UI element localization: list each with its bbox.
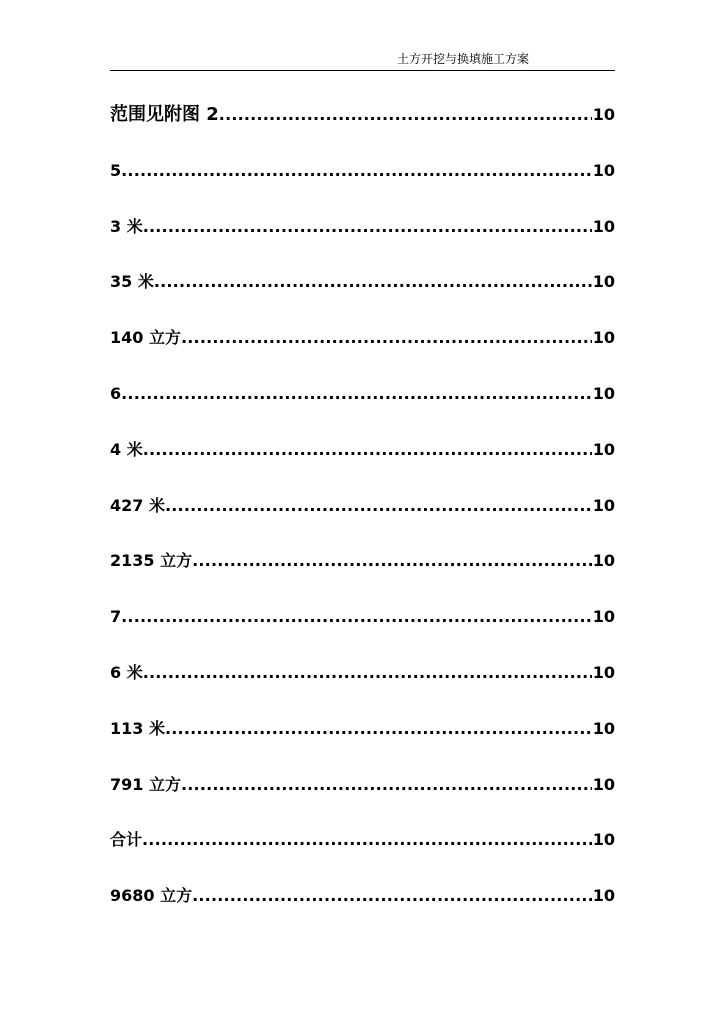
toc-entry-label: 范围见附图 2 (110, 104, 219, 125)
toc-entry[interactable] (110, 439, 615, 460)
toc-entry[interactable] (110, 774, 615, 795)
toc-entry-page-number: 10 (592, 383, 615, 403)
toc-entry-page-number: 10 (592, 551, 615, 571)
toc-entry-label: 6 (110, 383, 122, 403)
toc-dot-leader (143, 440, 592, 460)
toc-entry[interactable] (110, 160, 615, 181)
toc-entry-page-number: 10 (592, 272, 615, 292)
toc-dot-leader (143, 217, 592, 237)
toc-entry-page-number: 10 (592, 495, 615, 515)
toc-entry-label: 791 立方 (110, 774, 181, 794)
toc-entry[interactable] (110, 271, 615, 292)
toc-entry-page-number: 10 (592, 718, 615, 738)
toc-dot-leader (142, 830, 592, 850)
toc-entry[interactable] (110, 662, 615, 683)
toc-entry-page-number: 10 (592, 774, 615, 794)
toc-entry-label: 9680 立方 (110, 886, 193, 906)
toc-entry-page-number: 10 (592, 886, 615, 906)
toc-entry[interactable] (110, 104, 615, 125)
toc-dot-leader (192, 886, 592, 906)
toc-dot-leader (154, 272, 592, 292)
toc-dot-leader (121, 607, 592, 627)
toc-entry-page-number: 10 (592, 216, 615, 236)
toc-dot-leader (121, 384, 592, 404)
toc-entry-label: 140 立方 (110, 328, 181, 348)
toc-dot-leader (165, 719, 592, 739)
toc-entry[interactable] (110, 718, 615, 739)
page-header-title: 土方开挖与换填施工方案 (396, 52, 529, 66)
toc-dot-leader (219, 105, 592, 125)
toc-entry-page-number: 10 (592, 439, 615, 459)
toc-entry-label: 35 米 (110, 272, 154, 292)
toc-entry-label: 5 (110, 160, 122, 180)
toc-entry-label: 4 米 (110, 439, 143, 459)
toc-dot-leader (143, 663, 592, 683)
toc-entry-label: 6 米 (110, 662, 143, 682)
toc-entry[interactable] (110, 885, 615, 906)
toc-dot-leader (121, 161, 592, 181)
toc-entry-page-number: 10 (592, 160, 615, 180)
toc-dot-leader (181, 775, 592, 795)
toc-dot-leader (192, 551, 592, 571)
toc-entry[interactable] (110, 216, 615, 237)
toc-entry-label: 427 米 (110, 495, 165, 515)
toc-entry-page-number: 10 (592, 105, 615, 124)
page-header (110, 50, 615, 71)
toc-dot-leader (165, 496, 592, 516)
table-of-contents (110, 104, 615, 941)
toc-entry-page-number: 10 (592, 607, 615, 627)
toc-dot-leader (181, 328, 592, 348)
toc-entry[interactable] (110, 383, 615, 404)
toc-entry-label: 合计 (110, 830, 143, 850)
toc-entry-page-number: 10 (592, 830, 615, 850)
toc-entry-label: 7 (110, 607, 122, 627)
toc-entry-label: 113 米 (110, 718, 165, 738)
toc-entry[interactable] (110, 550, 615, 571)
toc-entry-page-number: 10 (592, 662, 615, 682)
toc-entry[interactable] (110, 327, 615, 348)
toc-entry[interactable] (110, 495, 615, 516)
toc-entry[interactable] (110, 829, 615, 850)
toc-entry[interactable] (110, 606, 615, 627)
toc-entry-page-number: 10 (592, 328, 615, 348)
toc-entry-label: 3 米 (110, 216, 143, 236)
toc-entry-label: 2135 立方 (110, 551, 193, 571)
